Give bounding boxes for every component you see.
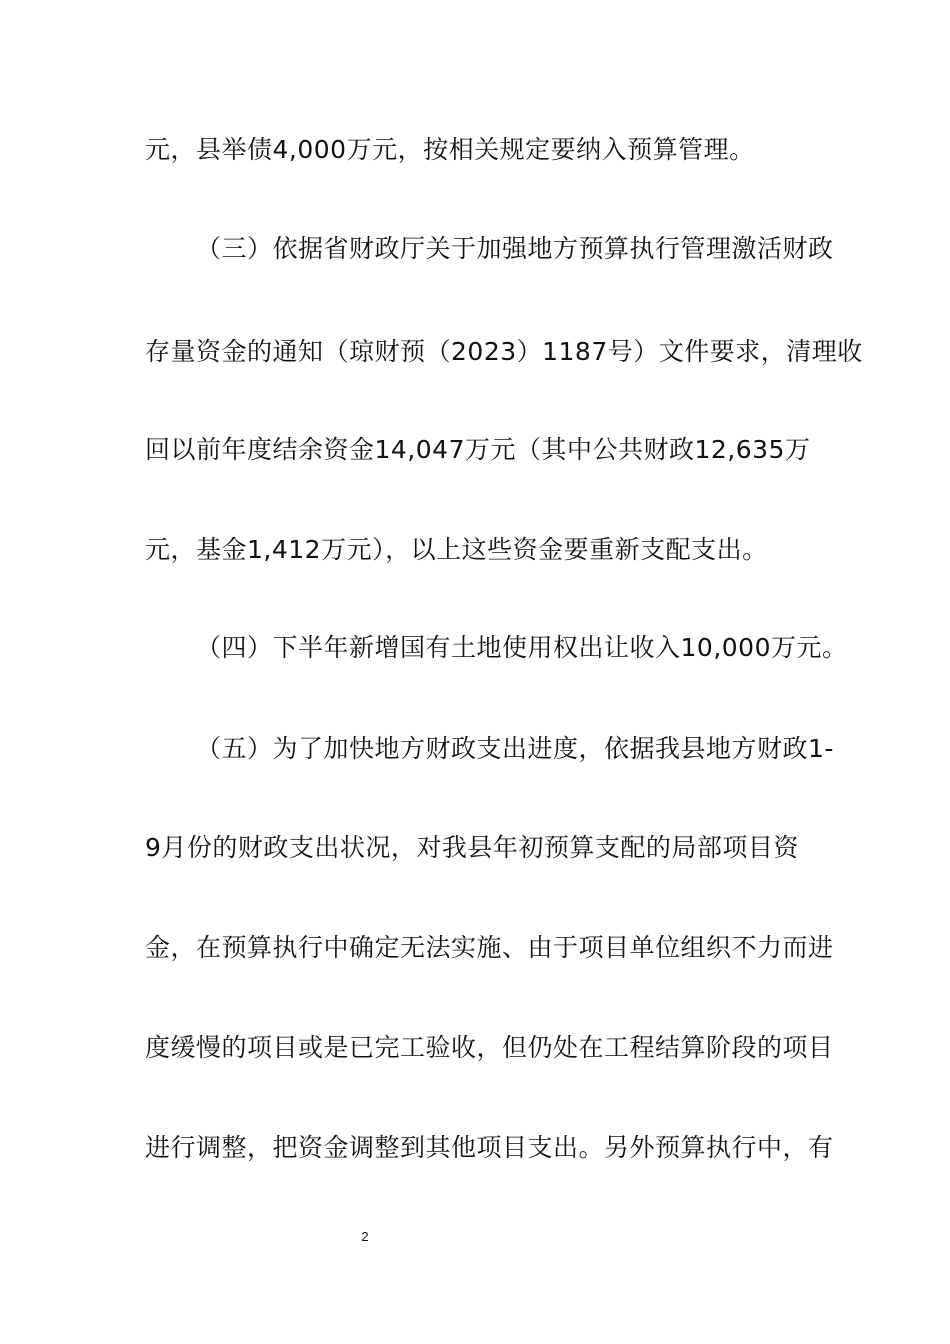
page-number: 2 — [361, 1229, 369, 1244]
paragraph-line: 金，在预算执行中确定无法实施、由于项目单位组织不力而进 — [145, 933, 834, 962]
paragraph-line: 度缓慢的项目或是已完工验收，但仍处在工程结算阶段的项目 — [145, 1033, 834, 1062]
paragraph-line: 进行调整，把资金调整到其他项目支出。另外预算执行中，有 — [145, 1133, 834, 1162]
paragraph-line: （五）为了加快地方财政支出进度，依据我县地方财政1- — [196, 734, 834, 763]
paragraph-line: （三）依据省财政厅关于加强地方预算执行管理激活财政 — [196, 234, 834, 263]
paragraph-line: 元，基金1,412万元），以上这些资金要重新支配支出。 — [145, 535, 768, 564]
paragraph-line: （四）下半年新增国有土地使用权出让收入10,000万元。 — [196, 633, 848, 662]
paragraph-line: 元，县举债4,000万元，按相关规定要纳入预算管理。 — [145, 135, 755, 164]
paragraph-line: 存量资金的通知（琼财预（2023）1187号）文件要求，清理收 — [145, 337, 863, 366]
paragraph-line: 9月份的财政支出状况，对我县年初预算支配的局部项目资 — [145, 833, 799, 862]
paragraph-line: 回以前年度结余资金14,047万元（其中公共财政12,635万 — [145, 435, 811, 464]
